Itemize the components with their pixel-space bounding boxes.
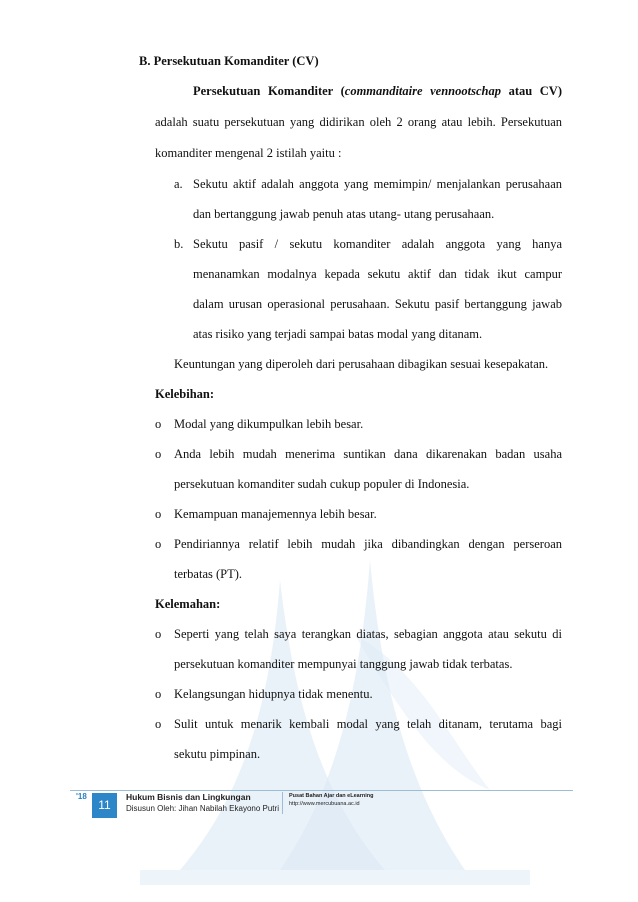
footer-rule xyxy=(70,790,573,791)
disadvantage-bullet: o xyxy=(155,717,162,731)
disadvantage-1-line-2: persekutuan komanditer mempunyai tanggung jawab tidak terbatas. xyxy=(174,657,513,671)
intro-line-3: komanditer mengenal 2 istilah yaitu : xyxy=(155,146,342,160)
advantage-1: Modal yang dikumpulkan lebih besar. xyxy=(174,417,364,431)
profit-note: Keuntungan yang diperoleh dari perusahaan dibagikan sesuai kesepakatan. xyxy=(174,357,549,371)
advantage-3: Kemampuan manajemennya lebih besar. xyxy=(174,507,377,521)
advantages-title: Kelebihan: xyxy=(155,387,215,401)
disadvantage-2: Kelangsungan hidupnya tidak menentu. xyxy=(174,687,373,701)
disadvantage-1-line-1: Seperti yang telah saya terangkan diatas, sebagian anggota atau sekutu di xyxy=(174,627,562,641)
disadvantage-3-line-1: Sulit untuk menarik kembali modal yang telah ditanam, terutama bagi xyxy=(174,717,562,731)
intro-line-2: adalah suatu persekutuan yang didirikan oleh 2 orang atau lebih. Persekutuan xyxy=(155,115,562,129)
footer-divider xyxy=(282,792,283,814)
section-heading: B. Persekutuan Komanditer (CV) xyxy=(139,54,319,68)
footer-year: '18 xyxy=(76,792,87,801)
footer-course-title: Hukum Bisnis dan Lingkungan xyxy=(126,792,251,802)
footer-author: Disusun Oleh: Jihan Nabilah Ekayono Putri xyxy=(126,804,279,813)
advantage-2-line-2: persekutuan komanditer sudah cukup populer di Indonesia. xyxy=(174,477,470,491)
term-b-line-2: menanamkan modalnya kepada sekutu aktif dan tidak ikut campur xyxy=(193,267,562,281)
term-b-line-1: Sekutu pasif / sekutu komanditer adalah anggota yang hanya xyxy=(193,237,562,251)
advantage-bullet: o xyxy=(155,537,162,551)
intro-line-1: Persekutuan Komanditer (commanditaire vennootschap atau CV) xyxy=(193,84,562,98)
term-a-line-2: dan bertanggung jawab penuh atas utang- utang perusahaan. xyxy=(193,207,495,221)
disadvantage-3-line-2: sekutu pimpinan. xyxy=(174,747,261,761)
disadvantages-title: Kelemahan: xyxy=(155,597,221,611)
advantage-4-line-2: terbatas (PT). xyxy=(174,567,243,581)
advantage-bullet: o xyxy=(155,447,162,461)
advantage-4-line-1: Pendiriannya relatif lebih mudah jika dibandingkan dengan perseroan xyxy=(174,537,562,551)
term-b-line-3: dalam urusan operasional perusahaan. Sekutu pasif bertanggung jawab xyxy=(193,297,562,311)
footer-center-name: Pusat Bahan Ajar dan eLearning xyxy=(289,793,374,799)
advantage-2-line-1: Anda lebih mudah menerima suntikan dana dikarenakan badan usaha xyxy=(174,447,562,461)
advantage-bullet: o xyxy=(155,507,162,521)
term-marker-b: b. xyxy=(174,237,184,251)
footer-url[interactable]: http://www.mercubuana.ac.id xyxy=(289,801,360,807)
disadvantage-bullet: o xyxy=(155,627,162,641)
term-marker-a: a. xyxy=(174,177,183,191)
term-a-line-1: Sekutu aktif adalah anggota yang memimpin/ menjalankan perusahaan xyxy=(193,177,562,191)
term-b-line-4: atas risiko yang terjadi sampai batas modal yang ditanam. xyxy=(193,327,483,341)
page-number: 11 xyxy=(92,793,117,818)
advantage-bullet: o xyxy=(155,417,162,431)
disadvantage-bullet: o xyxy=(155,687,162,701)
